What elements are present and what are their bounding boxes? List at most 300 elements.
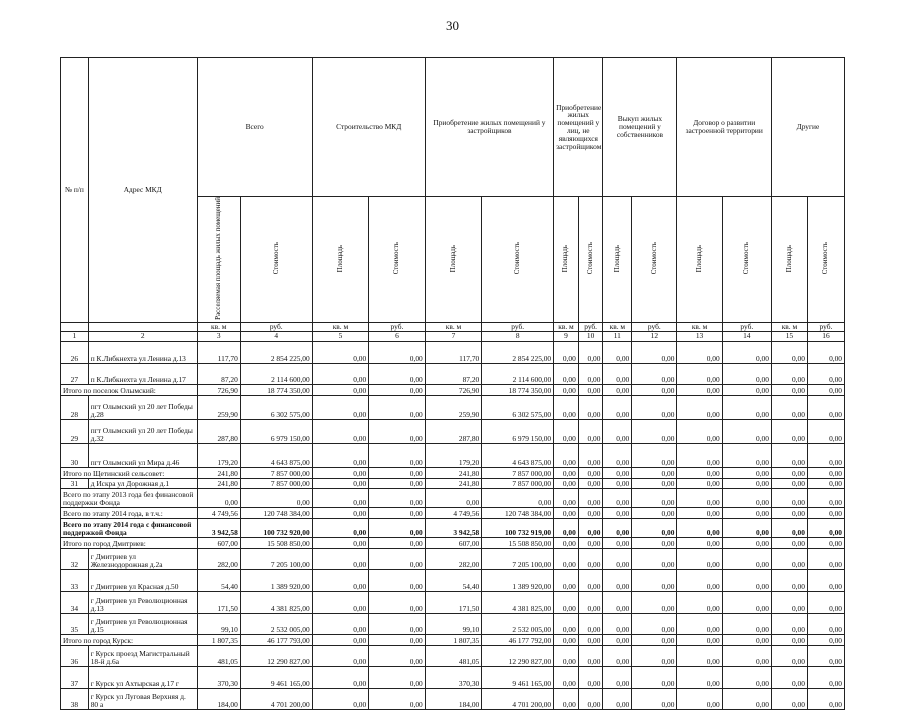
units-cell: руб. [482, 322, 554, 331]
table-row [61, 688, 845, 709]
value-cell: 120 748 384,00 [240, 507, 312, 518]
value-cell: 0,00 [554, 613, 579, 634]
value-cell: 0,00 [632, 537, 677, 548]
table-row [61, 613, 845, 634]
sub-header-label: Стоимость [821, 242, 830, 275]
value-cell: 287,80 [197, 419, 240, 443]
value-cell: 0,00 [369, 537, 426, 548]
value-cell: 4 381 825,00 [482, 591, 554, 613]
value-cell: 7 857 000,00 [240, 467, 312, 478]
address-cell: г Курск ул Ахтырская д.17 г [88, 666, 197, 688]
value-cell: 7 857 000,00 [482, 467, 554, 478]
value-cell: 0,00 [554, 395, 579, 419]
value-cell: 0,00 [603, 569, 632, 591]
value-cell: 0,00 [578, 613, 603, 634]
value-cell: 0,00 [603, 363, 632, 384]
value-cell: 0,00 [578, 634, 603, 645]
value-cell: 0,00 [722, 634, 771, 645]
value-cell: 259,90 [197, 395, 240, 419]
value-cell: 0,00 [632, 645, 677, 666]
value-cell: 0,00 [722, 467, 771, 478]
table-row [61, 395, 845, 419]
resettlement-table [60, 57, 845, 710]
value-cell: 0,00 [369, 443, 426, 467]
value-cell: 0,00 [312, 613, 369, 634]
value-cell: 46 177 793,00 [240, 634, 312, 645]
value-cell: 18 774 350,00 [240, 384, 312, 395]
value-cell: 0,00 [771, 384, 807, 395]
value-cell: 287,80 [425, 419, 482, 443]
column-number: 6 [369, 331, 426, 341]
value-cell: 0,00 [771, 488, 807, 507]
value-cell: 9 461 165,00 [240, 666, 312, 688]
header-group: Приобретение жилых помещений у лиц, не являющихся застройщиком [554, 58, 603, 197]
value-cell: 0,00 [771, 478, 807, 488]
header-group: Приобретение жилых помещений у застройщиков [425, 58, 553, 197]
column-number: 8 [482, 331, 554, 341]
value-cell: 0,00 [603, 478, 632, 488]
sub-header [677, 197, 722, 323]
value-cell: 0,00 [554, 645, 579, 666]
value-cell: 1 389 920,00 [240, 569, 312, 591]
value-cell: 0,00 [632, 518, 677, 537]
table-row [61, 341, 845, 363]
column-number: 16 [807, 331, 844, 341]
header-group: Выкуп жилых помещений у собственников [603, 58, 677, 197]
value-cell: 0,00 [603, 384, 632, 395]
value-cell: 99,10 [197, 613, 240, 634]
value-cell: 0,00 [554, 384, 579, 395]
value-cell: 282,00 [197, 548, 240, 569]
value-cell: 0,00 [807, 478, 844, 488]
value-cell: 0,00 [312, 419, 369, 443]
sub-header [722, 197, 771, 323]
value-cell: 0,00 [722, 591, 771, 613]
value-cell: 0,00 [312, 688, 369, 709]
value-cell: 0,00 [677, 384, 722, 395]
value-cell: 0,00 [312, 548, 369, 569]
value-cell: 0,00 [369, 395, 426, 419]
value-cell: 0,00 [369, 688, 426, 709]
value-cell: 0,00 [578, 507, 603, 518]
value-cell: 0,00 [807, 645, 844, 666]
sub-header-label: Стоимость [649, 242, 658, 275]
value-cell: 0,00 [554, 518, 579, 537]
value-cell: 7 857 000,00 [240, 478, 312, 488]
sub-header-label: Стоимость [585, 242, 594, 275]
value-cell: 0,00 [603, 634, 632, 645]
sub-header [554, 197, 579, 323]
value-cell: 0,00 [771, 569, 807, 591]
value-cell: 87,20 [425, 363, 482, 384]
column-number: 2 [88, 331, 197, 341]
units-cell: кв. м [197, 322, 240, 331]
value-cell: 0,00 [312, 507, 369, 518]
sub-header-label: Расселяемая площадь жилых помещений [214, 197, 223, 320]
row-number: 34 [61, 591, 89, 613]
units-cell: кв. м [425, 322, 482, 331]
value-cell: 3 942,58 [425, 518, 482, 537]
value-cell: 0,00 [722, 666, 771, 688]
sub-header-label: Площадь [694, 244, 703, 273]
column-number: 11 [603, 331, 632, 341]
value-cell: 0,00 [771, 548, 807, 569]
value-cell: 0,00 [771, 507, 807, 518]
value-cell: 0,00 [677, 591, 722, 613]
sub-header [369, 197, 426, 323]
value-cell: 7 205 100,00 [240, 548, 312, 569]
value-cell: 726,90 [197, 384, 240, 395]
value-cell: 0,00 [369, 384, 426, 395]
column-number: 14 [722, 331, 771, 341]
address-cell: г Дмитриев ул Революционная д.13 [88, 591, 197, 613]
units-cell: руб. [240, 322, 312, 331]
value-cell: 0,00 [632, 569, 677, 591]
value-cell: 99,10 [425, 613, 482, 634]
value-cell: 0,00 [369, 613, 426, 634]
value-cell: 0,00 [807, 419, 844, 443]
value-cell: 184,00 [197, 688, 240, 709]
value-cell: 0,00 [771, 645, 807, 666]
value-cell: 0,00 [578, 488, 603, 507]
row-number: 29 [61, 419, 89, 443]
value-cell: 0,00 [578, 341, 603, 363]
value-cell: 0,00 [722, 395, 771, 419]
row-number: 36 [61, 645, 89, 666]
sub-header-label: Площадь [612, 244, 621, 273]
value-cell: 0,00 [771, 537, 807, 548]
value-cell: 241,80 [197, 467, 240, 478]
sub-header-label: Стоимость [392, 242, 401, 275]
value-cell: 0,00 [722, 384, 771, 395]
value-cell: 184,00 [425, 688, 482, 709]
address-cell: г Дмитриев ул Революционная д.15 [88, 613, 197, 634]
address-cell: г Курск ул Луговая Верхняя д. 80 а [88, 688, 197, 709]
value-cell: 0,00 [554, 363, 579, 384]
subtotal-label: Итого по город Дмитриев: [61, 537, 198, 548]
value-cell: 0,00 [722, 488, 771, 507]
units-cell [88, 322, 197, 331]
table-row [61, 419, 845, 443]
value-cell: 0,00 [771, 634, 807, 645]
value-cell: 0,00 [369, 634, 426, 645]
value-cell: 0,00 [603, 443, 632, 467]
value-cell: 241,80 [425, 467, 482, 478]
value-cell: 0,00 [722, 548, 771, 569]
sub-header [240, 197, 312, 323]
value-cell: 0,00 [578, 591, 603, 613]
value-cell: 0,00 [578, 688, 603, 709]
value-cell: 0,00 [807, 569, 844, 591]
value-cell: 0,00 [578, 478, 603, 488]
value-cell: 0,00 [554, 467, 579, 478]
column-number: 7 [425, 331, 482, 341]
value-cell: 1 807,35 [425, 634, 482, 645]
subtotal-label: Итого по Щетинский сельсовет: [61, 467, 198, 478]
value-cell: 0,00 [554, 507, 579, 518]
value-cell: 100 732 920,00 [240, 518, 312, 537]
table-row [61, 443, 845, 467]
table-row [61, 478, 845, 488]
value-cell: 0,00 [603, 688, 632, 709]
value-cell: 0,00 [677, 548, 722, 569]
value-cell: 0,00 [632, 478, 677, 488]
sub-header [312, 197, 369, 323]
value-cell: 15 508 850,00 [482, 537, 554, 548]
column-number: 4 [240, 331, 312, 341]
value-cell: 0,00 [632, 488, 677, 507]
header-num: № п/п [61, 58, 89, 323]
value-cell: 726,90 [425, 384, 482, 395]
value-cell: 0,00 [722, 507, 771, 518]
subtotal-label: Итого по город Курск: [61, 634, 198, 645]
address-cell: пгт Олымский ул 20 лет Победы д.28 [88, 395, 197, 419]
value-cell: 0,00 [771, 591, 807, 613]
table-row [61, 645, 845, 666]
units-cell [61, 322, 89, 331]
value-cell: 0,00 [677, 419, 722, 443]
value-cell: 120 748 384,00 [482, 507, 554, 518]
value-cell: 0,00 [632, 591, 677, 613]
value-cell: 4 381 825,00 [240, 591, 312, 613]
value-cell: 0,00 [807, 384, 844, 395]
sub-header-label: Стоимость [513, 242, 521, 275]
units-cell: руб. [722, 322, 771, 331]
value-cell: 0,00 [578, 548, 603, 569]
value-cell: 0,00 [677, 645, 722, 666]
value-cell: 0,00 [807, 666, 844, 688]
value-cell: 0,00 [603, 507, 632, 518]
header-address: Адрес МКД [88, 58, 197, 323]
value-cell: 0,00 [369, 645, 426, 666]
value-cell: 0,00 [807, 613, 844, 634]
value-cell: 0,00 [677, 341, 722, 363]
value-cell: 0,00 [807, 467, 844, 478]
sub-header [807, 197, 844, 323]
value-cell: 481,05 [197, 645, 240, 666]
row-number: 35 [61, 613, 89, 634]
value-cell: 1 807,35 [197, 634, 240, 645]
value-cell: 0,00 [677, 518, 722, 537]
sub-header [425, 197, 482, 323]
value-cell: 0,00 [677, 537, 722, 548]
row-number: 27 [61, 363, 89, 384]
value-cell: 0,00 [807, 443, 844, 467]
sub-header-label: Площадь [335, 244, 344, 273]
value-cell: 0,00 [603, 591, 632, 613]
sub-header [197, 197, 240, 323]
value-cell: 0,00 [369, 467, 426, 478]
value-cell: 259,90 [425, 395, 482, 419]
subtotal-label: Всего по этапу 2014 года, в т.ч.: [61, 507, 198, 518]
sub-header [603, 197, 632, 323]
column-number: 15 [771, 331, 807, 341]
value-cell: 0,00 [632, 395, 677, 419]
value-cell: 0,00 [771, 613, 807, 634]
address-cell: п К.Либкнехта ул Ленина д.17 [88, 363, 197, 384]
value-cell: 0,00 [369, 591, 426, 613]
value-cell: 0,00 [312, 478, 369, 488]
value-cell: 0,00 [554, 488, 579, 507]
value-cell: 15 508 850,00 [240, 537, 312, 548]
sub-header-label: Площадь [561, 244, 570, 273]
value-cell: 0,00 [603, 666, 632, 688]
address-cell: д Искра ул Дорожная д.1 [88, 478, 197, 488]
value-cell: 0,00 [722, 443, 771, 467]
table-row [61, 363, 845, 384]
value-cell: 0,00 [632, 688, 677, 709]
value-cell: 0,00 [771, 688, 807, 709]
value-cell: 0,00 [771, 363, 807, 384]
units-cell: кв. м [677, 322, 722, 331]
column-number: 13 [677, 331, 722, 341]
subtotal-row [61, 467, 845, 478]
header-group: Всего [197, 58, 312, 197]
value-cell: 0,00 [312, 488, 369, 507]
row-number: 33 [61, 569, 89, 591]
value-cell: 481,05 [425, 645, 482, 666]
value-cell: 0,00 [554, 443, 579, 467]
value-cell: 0,00 [312, 467, 369, 478]
address-cell: пгт Олымский ул Мира д.46 [88, 443, 197, 467]
sub-header [771, 197, 807, 323]
value-cell: 0,00 [722, 363, 771, 384]
value-cell: 0,00 [554, 548, 579, 569]
row-number: 37 [61, 666, 89, 688]
subtotal-label: Всего по этапу 2014 года с финансовой поддержкой Фонда [61, 518, 198, 537]
value-cell: 0,00 [632, 634, 677, 645]
value-cell: 4 643 875,00 [240, 443, 312, 467]
sub-header-label: Стоимость [271, 242, 280, 275]
value-cell: 0,00 [722, 341, 771, 363]
value-cell: 6 979 150,00 [482, 419, 554, 443]
value-cell: 0,00 [603, 419, 632, 443]
value-cell: 0,00 [312, 341, 369, 363]
address-cell: пгт Олымский ул 20 лет Победы д.32 [88, 419, 197, 443]
subtotal-row [61, 384, 845, 395]
column-number: 12 [632, 331, 677, 341]
value-cell: 4 643 875,00 [482, 443, 554, 467]
value-cell: 0,00 [312, 666, 369, 688]
value-cell: 0,00 [554, 569, 579, 591]
value-cell: 0,00 [554, 537, 579, 548]
value-cell: 0,00 [312, 395, 369, 419]
value-cell: 0,00 [722, 537, 771, 548]
value-cell: 7 857 000,00 [482, 478, 554, 488]
value-cell: 2 854 225,00 [240, 341, 312, 363]
value-cell: 171,50 [425, 591, 482, 613]
value-cell: 0,00 [578, 645, 603, 666]
value-cell: 0,00 [554, 341, 579, 363]
value-cell: 4 701 200,00 [482, 688, 554, 709]
value-cell: 0,00 [578, 395, 603, 419]
value-cell: 0,00 [632, 467, 677, 478]
value-cell: 0,00 [677, 688, 722, 709]
column-number: 9 [554, 331, 579, 341]
address-cell: г Дмитриев ул Красная д.50 [88, 569, 197, 591]
value-cell: 0,00 [312, 384, 369, 395]
value-cell: 0,00 [677, 613, 722, 634]
row-number: 26 [61, 341, 89, 363]
row-number: 31 [61, 478, 89, 488]
header-group: Строительство МКД [312, 58, 425, 197]
table-row [61, 548, 845, 569]
address-cell: п К.Либкнехта ул Ленина д.13 [88, 341, 197, 363]
value-cell: 607,00 [425, 537, 482, 548]
value-cell: 0,00 [369, 507, 426, 518]
units-cell: руб. [369, 322, 426, 331]
value-cell: 0,00 [632, 443, 677, 467]
value-cell: 4 749,56 [197, 507, 240, 518]
table-row [61, 666, 845, 688]
value-cell: 0,00 [807, 688, 844, 709]
value-cell: 0,00 [578, 518, 603, 537]
value-cell: 0,00 [578, 666, 603, 688]
row-number: 38 [61, 688, 89, 709]
value-cell: 0,00 [632, 341, 677, 363]
value-cell: 0,00 [369, 548, 426, 569]
value-cell: 117,70 [425, 341, 482, 363]
value-cell: 2 854 225,00 [482, 341, 554, 363]
value-cell: 0,00 [554, 634, 579, 645]
value-cell: 0,00 [771, 518, 807, 537]
value-cell: 0,00 [197, 488, 240, 507]
value-cell: 0,00 [677, 634, 722, 645]
value-cell: 0,00 [807, 488, 844, 507]
value-cell: 0,00 [771, 467, 807, 478]
value-cell: 18 774 350,00 [482, 384, 554, 395]
value-cell: 0,00 [677, 467, 722, 478]
column-number: 1 [61, 331, 89, 341]
value-cell: 0,00 [312, 634, 369, 645]
row-number: 28 [61, 395, 89, 419]
value-cell: 2 114 600,00 [482, 363, 554, 384]
value-cell: 179,20 [425, 443, 482, 467]
value-cell: 241,80 [425, 478, 482, 488]
value-cell: 0,00 [603, 467, 632, 478]
value-cell: 0,00 [677, 395, 722, 419]
value-cell: 0,00 [632, 666, 677, 688]
value-cell: 0,00 [312, 569, 369, 591]
value-cell: 0,00 [677, 488, 722, 507]
value-cell: 6 302 575,00 [482, 395, 554, 419]
value-cell: 0,00 [369, 569, 426, 591]
sub-header [632, 197, 677, 323]
value-cell: 0,00 [807, 634, 844, 645]
subtotal-row [61, 507, 845, 518]
address-cell: г Курск проезд Магистральный 18-й д.6а [88, 645, 197, 666]
value-cell: 0,00 [554, 591, 579, 613]
value-cell: 0,00 [578, 363, 603, 384]
sub-header-label: Площадь [448, 244, 457, 273]
units-cell: руб. [578, 322, 603, 331]
column-number: 5 [312, 331, 369, 341]
value-cell: 171,50 [197, 591, 240, 613]
value-cell: 0,00 [369, 341, 426, 363]
value-cell: 0,00 [603, 548, 632, 569]
row-number: 32 [61, 548, 89, 569]
column-numbers-row [61, 331, 845, 341]
value-cell: 370,30 [197, 666, 240, 688]
value-cell: 0,00 [807, 507, 844, 518]
units-cell: кв. м [603, 322, 632, 331]
value-cell: 0,00 [722, 478, 771, 488]
value-cell: 0,00 [603, 613, 632, 634]
value-cell: 0,00 [771, 395, 807, 419]
value-cell: 117,70 [197, 341, 240, 363]
sub-header [482, 197, 554, 323]
value-cell: 0,00 [771, 443, 807, 467]
